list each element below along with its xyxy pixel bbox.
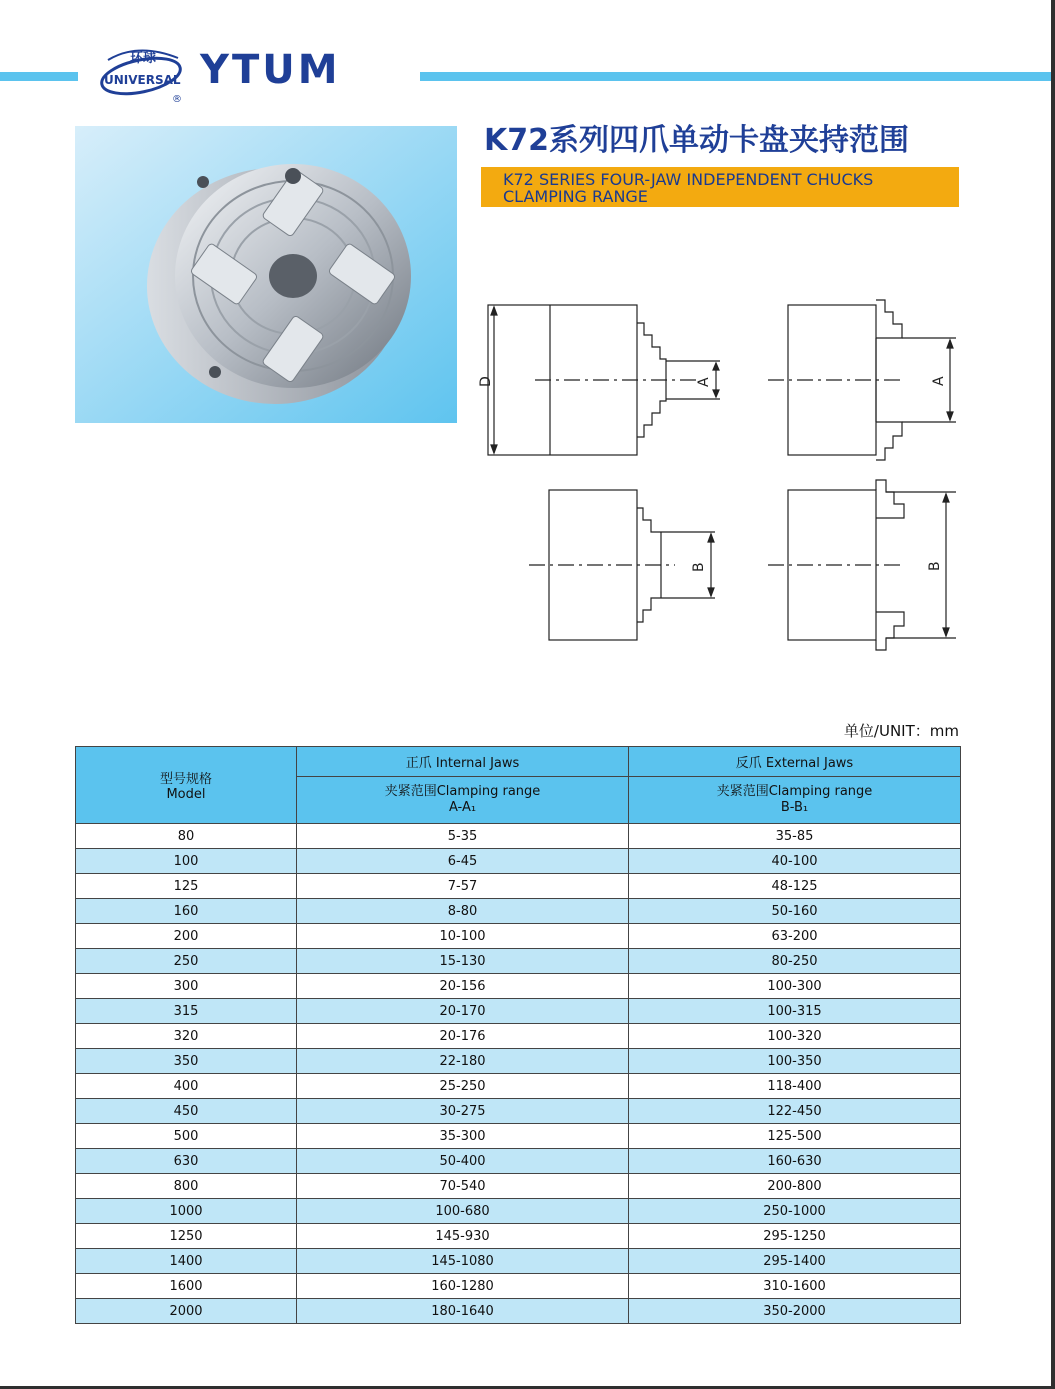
table-row [76, 999, 961, 1024]
cell-external-range: 100-320 [629, 1024, 961, 1049]
table-row [76, 1174, 961, 1199]
cell-model: 1000 [76, 1199, 297, 1224]
cell-model: 300 [76, 974, 297, 999]
registered-mark: ® [172, 94, 182, 105]
cell-internal-range: 20-170 [297, 999, 629, 1024]
title-en-line1: K72 SERIES FOUR-JAW INDEPENDENT CHUCKS [503, 170, 874, 189]
table-header-row-1 [76, 747, 961, 777]
universal-logo [98, 40, 188, 106]
diagram-internal-jaws-a [480, 295, 730, 465]
table-row [76, 924, 961, 949]
cell-internal-range: 15-130 [297, 949, 629, 974]
cell-internal-range: 7-57 [297, 874, 629, 899]
table-row [76, 1149, 961, 1174]
cell-internal-range: 25-250 [297, 1074, 629, 1099]
cell-model: 80 [76, 824, 297, 849]
header-external-jaws: 反爪 External Jaws [629, 747, 961, 777]
cell-internal-range: 70-540 [297, 1174, 629, 1199]
cell-external-range: 118-400 [629, 1074, 961, 1099]
cell-model: 1250 [76, 1224, 297, 1249]
cell-external-range: 295-1250 [629, 1224, 961, 1249]
cell-model: 100 [76, 849, 297, 874]
cell-model: 1400 [76, 1249, 297, 1274]
cell-internal-range: 8-80 [297, 899, 629, 924]
cell-external-range: 80-250 [629, 949, 961, 974]
cell-external-range: 35-85 [629, 824, 961, 849]
header-model-cn: 型号规格 [159, 772, 212, 787]
cell-external-range: 200-800 [629, 1174, 961, 1199]
cell-internal-range: 145-1080 [297, 1249, 629, 1274]
page-title-cn: K72系列四爪单动卡盘夹持范围 [484, 123, 909, 158]
cell-model: 250 [76, 949, 297, 974]
table-row [76, 1299, 961, 1324]
table-row [76, 1099, 961, 1124]
cell-model: 125 [76, 874, 297, 899]
logo-text-en: UNIVERSAL [104, 73, 181, 87]
diagram-internal-jaws-b [525, 480, 735, 650]
table-row [76, 1074, 961, 1099]
cell-external-range: 63-200 [629, 924, 961, 949]
cell-external-range: 50-160 [629, 899, 961, 924]
header-internal-range-label: 夹紧范围Clamping range [384, 784, 541, 799]
cell-external-range: 100-350 [629, 1049, 961, 1074]
table-row [76, 1274, 961, 1299]
cell-model: 500 [76, 1124, 297, 1149]
logo-text-cn: 环球 [130, 51, 157, 66]
header-internal-range-symbol: A-A₁ [448, 800, 477, 815]
label-b-1: B [691, 562, 707, 572]
table-row [76, 1124, 961, 1149]
header-internal-jaws: 正爪 Internal Jaws [297, 747, 629, 777]
diagram-external-jaws-a [760, 290, 970, 470]
cell-internal-range: 145-930 [297, 1224, 629, 1249]
cell-internal-range: 100-680 [297, 1199, 629, 1224]
diagram-external-jaws-b [760, 474, 970, 659]
table-row [76, 1224, 961, 1249]
header-rule-left [0, 72, 78, 81]
header-model [76, 747, 297, 824]
table-row [76, 824, 961, 849]
unit-label: 单位/UNIT：mm [843, 722, 959, 740]
cell-model: 1600 [76, 1274, 297, 1299]
cell-model: 630 [76, 1149, 297, 1174]
table-row [76, 899, 961, 924]
cell-external-range: 250-1000 [629, 1199, 961, 1224]
table-row [76, 949, 961, 974]
cell-external-range: 350-2000 [629, 1299, 961, 1324]
title-en-line2: CLAMPING RANGE [503, 187, 648, 206]
page-edge-right [1051, 0, 1055, 1389]
header-external-range-label: 夹紧范围Clamping range [716, 784, 873, 799]
cell-external-range: 48-125 [629, 874, 961, 899]
table-row [76, 1049, 961, 1074]
cell-model: 320 [76, 1024, 297, 1049]
cell-model: 350 [76, 1049, 297, 1074]
cell-external-range: 100-315 [629, 999, 961, 1024]
table-row [76, 874, 961, 899]
cell-model: 160 [76, 899, 297, 924]
clamping-range-table [75, 746, 961, 1324]
header-external-range-symbol: B-B₁ [780, 800, 809, 815]
label-b-2: B [927, 561, 943, 571]
cell-internal-range: 22-180 [297, 1049, 629, 1074]
chuck-photo [75, 126, 457, 423]
cell-external-range: 122-450 [629, 1099, 961, 1124]
brand-name: YTUM [200, 47, 341, 93]
cell-model: 2000 [76, 1299, 297, 1324]
cell-internal-range: 20-156 [297, 974, 629, 999]
cell-internal-range: 5-35 [297, 824, 629, 849]
table-row [76, 974, 961, 999]
label-a-1: A [696, 377, 712, 387]
cell-model: 315 [76, 999, 297, 1024]
label-a-2: A [931, 376, 947, 386]
cell-external-range: 40-100 [629, 849, 961, 874]
cell-model: 800 [76, 1174, 297, 1199]
cell-external-range: 100-300 [629, 974, 961, 999]
cell-external-range: 310-1600 [629, 1274, 961, 1299]
cell-internal-range: 20-176 [297, 1024, 629, 1049]
cell-external-range: 295-1400 [629, 1249, 961, 1274]
table-row [76, 849, 961, 874]
cell-internal-range: 180-1640 [297, 1299, 629, 1324]
header-model-en: Model [166, 787, 206, 802]
cell-external-range: 125-500 [629, 1124, 961, 1149]
header-internal-range [297, 777, 629, 824]
cell-model: 400 [76, 1074, 297, 1099]
cell-internal-range: 35-300 [297, 1124, 629, 1149]
cell-model: 200 [76, 924, 297, 949]
cell-internal-range: 10-100 [297, 924, 629, 949]
header-external-range [629, 777, 961, 824]
cell-internal-range: 30-275 [297, 1099, 629, 1124]
table-row [76, 1249, 961, 1274]
header-rule-right [420, 72, 1051, 81]
label-d: D [478, 376, 494, 387]
table-row [76, 1199, 961, 1224]
cell-external-range: 160-630 [629, 1149, 961, 1174]
cell-internal-range: 50-400 [297, 1149, 629, 1174]
cell-internal-range: 6-45 [297, 849, 629, 874]
table-row [76, 1024, 961, 1049]
cell-internal-range: 160-1280 [297, 1274, 629, 1299]
page-title-en [503, 171, 873, 205]
cell-model: 450 [76, 1099, 297, 1124]
